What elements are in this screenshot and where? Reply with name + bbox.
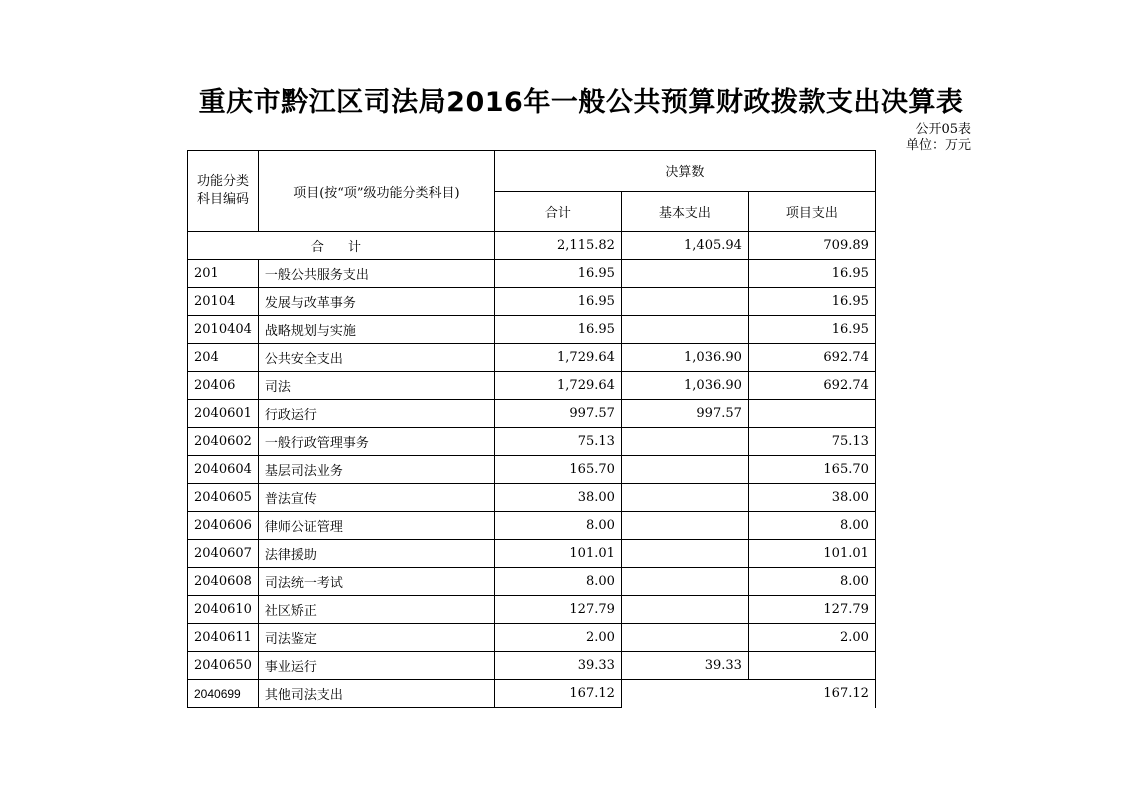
project-cell: 16.95: [748, 288, 875, 316]
item-name-cell: 战略规划与实施: [258, 316, 494, 344]
budget-table-body: [188, 151, 876, 708]
table-row: [188, 372, 876, 400]
header-project: 项目支出: [748, 191, 875, 232]
project-cell: [748, 400, 875, 428]
unit-label: 单位：万元: [905, 138, 971, 153]
item-name-cell: 律师公证管理: [258, 512, 494, 540]
project-cell: 692.74: [748, 372, 875, 400]
total-cell: 16.95: [494, 316, 621, 344]
code-cell: 2040608: [188, 568, 259, 596]
item-name-cell: 社区矫正: [258, 596, 494, 624]
table-row: [188, 512, 876, 540]
project-cell: [748, 652, 875, 680]
summary-label: 合 计: [188, 232, 495, 260]
basic-cell: [621, 316, 748, 344]
table-row: [188, 484, 876, 512]
table-row: [188, 428, 876, 456]
project-cell: 2.00: [748, 624, 875, 652]
code-cell: 20406: [188, 372, 259, 400]
basic-cell: [621, 596, 748, 624]
table-row: [188, 624, 876, 652]
table-row: [188, 344, 876, 372]
item-name-cell: 事业运行: [258, 652, 494, 680]
item-name-cell: 司法统一考试: [258, 568, 494, 596]
header-group: 决算数: [494, 151, 875, 192]
table-row: [188, 540, 876, 568]
header-code: [188, 151, 259, 232]
code-cell: 2040604: [188, 456, 259, 484]
item-name-cell: 司法: [258, 372, 494, 400]
basic-cell: [621, 568, 748, 596]
basic-cell: [621, 540, 748, 568]
code-cell: 20104: [188, 288, 259, 316]
basic-cell: [621, 624, 748, 652]
summary-basic: 1,405.94: [621, 232, 748, 260]
page-title: 重庆市黔江区司法局2016年一般公共预算财政拨款支出决算表: [198, 87, 964, 118]
total-cell: 75.13: [494, 428, 621, 456]
code-cell: 2010404: [188, 316, 259, 344]
table-row: [188, 456, 876, 484]
total-cell: 1,729.64: [494, 372, 621, 400]
basic-cell: 1,036.90: [621, 344, 748, 372]
basic-cell: [621, 484, 748, 512]
basic-cell: [621, 512, 748, 540]
project-cell: 16.95: [748, 316, 875, 344]
basic-cell: 39.33: [621, 652, 748, 680]
total-cell: 167.12: [494, 680, 621, 708]
code-cell: 2040602: [188, 428, 259, 456]
code-cell: 2040610: [188, 596, 259, 624]
item-name-cell: 普法宣传: [258, 484, 494, 512]
table-row: [188, 652, 876, 680]
total-cell: 101.01: [494, 540, 621, 568]
header-item: 项目(按“项”级功能分类科目): [258, 151, 494, 232]
project-cell: 16.95: [748, 260, 875, 288]
item-name-cell: 行政运行: [258, 400, 494, 428]
budget-table: [187, 150, 876, 708]
table-row: [188, 680, 876, 708]
total-cell: 997.57: [494, 400, 621, 428]
table-row: [188, 260, 876, 288]
header-total: 合计: [494, 191, 621, 232]
summary-total: 2,115.82: [494, 232, 621, 260]
code-cell: 2040607: [188, 540, 259, 568]
basic-cell: [621, 428, 748, 456]
basic-cell: [621, 260, 748, 288]
form-number: 公开05表: [915, 122, 971, 137]
item-name-cell: 法律援助: [258, 540, 494, 568]
table-row: [188, 596, 876, 624]
basic-cell: [621, 288, 748, 316]
summary-row: [188, 232, 876, 260]
summary-project: 709.89: [748, 232, 875, 260]
basic-cell: 1,036.90: [621, 372, 748, 400]
project-cell: 165.70: [748, 456, 875, 484]
code-cell: 201: [188, 260, 259, 288]
total-cell: 39.33: [494, 652, 621, 680]
total-cell: 8.00: [494, 512, 621, 540]
item-name-cell: 一般行政管理事务: [258, 428, 494, 456]
project-cell: 692.74: [748, 344, 875, 372]
header-row-1: [188, 151, 876, 192]
basic-cell: [621, 680, 748, 708]
project-cell: 127.79: [748, 596, 875, 624]
project-cell: 101.01: [748, 540, 875, 568]
item-name-cell: 基层司法业务: [258, 456, 494, 484]
total-cell: 1,729.64: [494, 344, 621, 372]
total-cell: 2.00: [494, 624, 621, 652]
item-name-cell: 发展与改革事务: [258, 288, 494, 316]
item-name-cell: 司法鉴定: [258, 624, 494, 652]
code-cell: 2040605: [188, 484, 259, 512]
code-cell: 2040601: [188, 400, 259, 428]
project-cell: 8.00: [748, 512, 875, 540]
table-row: [188, 400, 876, 428]
item-name-cell: 一般公共服务支出: [258, 260, 494, 288]
total-cell: 165.70: [494, 456, 621, 484]
total-cell: 127.79: [494, 596, 621, 624]
total-cell: 8.00: [494, 568, 621, 596]
code-cell: 2040699: [188, 680, 259, 708]
table-row: [188, 316, 876, 344]
basic-cell: 997.57: [621, 400, 748, 428]
project-cell: 167.12: [748, 680, 875, 708]
code-cell: 204: [188, 344, 259, 372]
project-cell: 38.00: [748, 484, 875, 512]
code-cell: 2040650: [188, 652, 259, 680]
basic-cell: [621, 456, 748, 484]
item-name-cell: 其他司法支出: [258, 680, 494, 708]
table-row: [188, 288, 876, 316]
code-cell: 2040611: [188, 624, 259, 652]
header-code-label: 功能分类科目编码: [196, 174, 249, 207]
header-basic: 基本支出: [621, 191, 748, 232]
project-cell: 75.13: [748, 428, 875, 456]
total-cell: 38.00: [494, 484, 621, 512]
item-name-cell: 公共安全支出: [258, 344, 494, 372]
total-cell: 16.95: [494, 288, 621, 316]
table-row: [188, 568, 876, 596]
project-cell: 8.00: [748, 568, 875, 596]
code-cell: 2040606: [188, 512, 259, 540]
total-cell: 16.95: [494, 260, 621, 288]
